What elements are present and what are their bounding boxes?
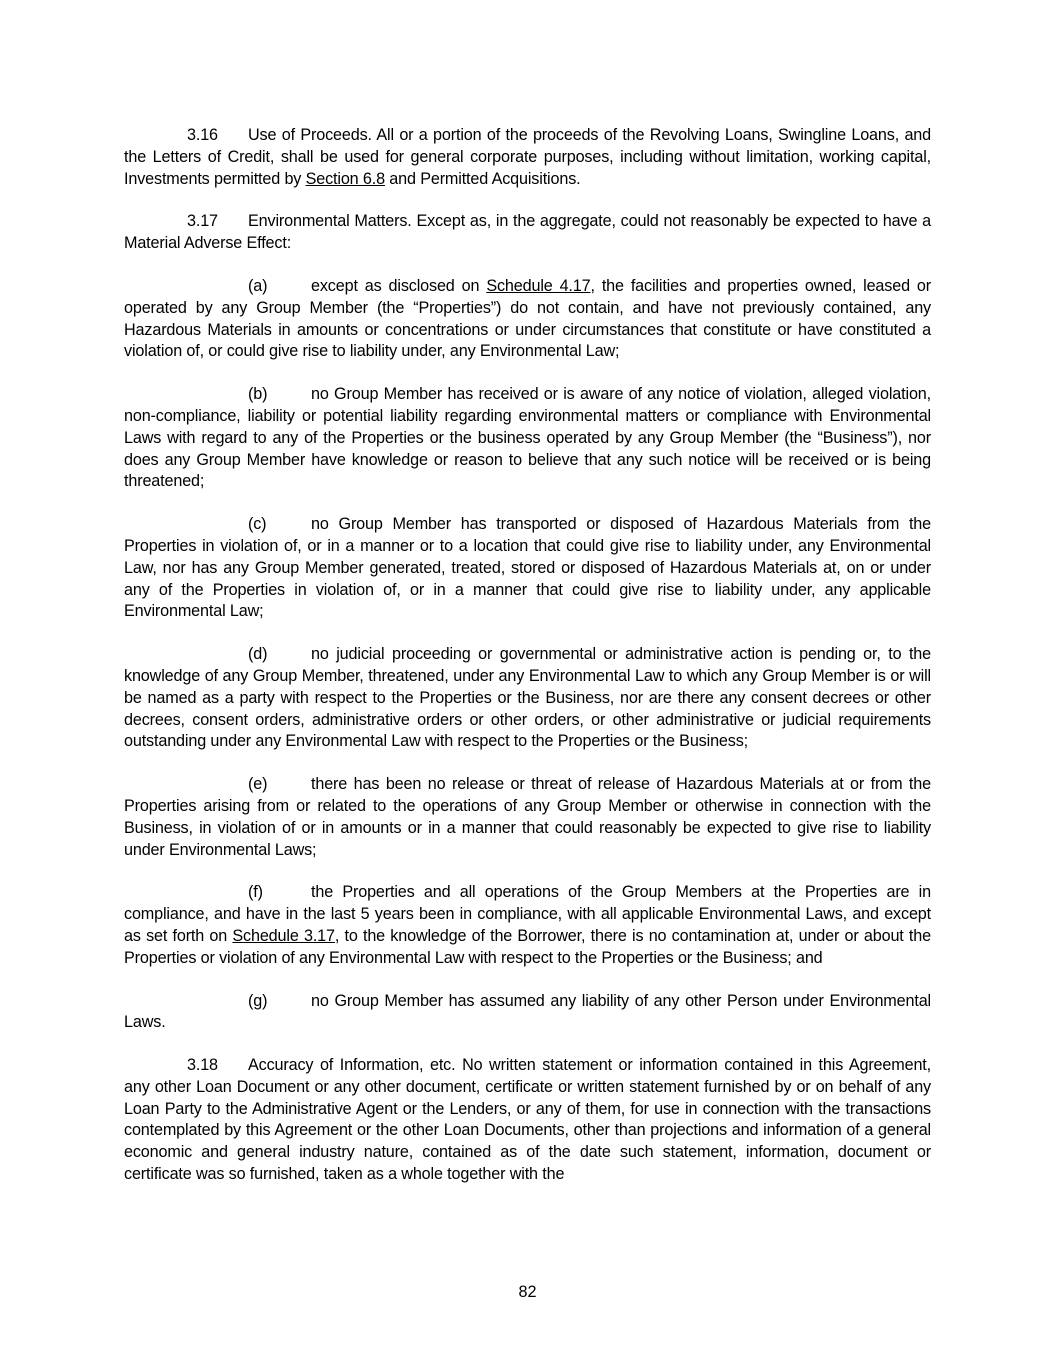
section-title: Environmental Matters. [248,212,412,231]
section-text: No written statement or information contained in this Agreement, any other Loan Document or any other document, certificate or written statement furnished by or on behalf of any Loan Party to the Administrative Agent or the Lenders, or any of them, for use in connection with the transactions contemplated by this Agreement or the other Loan Documents, other than projections and information of a general economic and general industry nature, contained as of the date such statement, information, document or certificate was so furnished, taken as a whole together with the [124,1056,931,1184]
section-text: and Permitted Acquisitions. [384,169,581,188]
clause-c [124,514,931,623]
clause-text: the Properties and all operations of the Group Members at the Properties are in compliance, and have in the last 5 years been in compliance, with all applicable Environmental Laws, and except as set forth on [124,883,931,945]
clause-label: (c) [248,515,267,534]
clause-text: except as disclosed on [311,276,487,295]
clause-g [124,991,931,1035]
clause-label: (f) [248,883,263,902]
section-title: Accuracy of Information, etc. [248,1056,456,1075]
clause-label: (e) [248,775,268,794]
clause-f [124,882,931,969]
clause-a [124,276,931,363]
schedule-4-17-reference: Schedule 4.17 [486,276,591,295]
section-number: 3.18 [187,1056,218,1075]
clause-text: no judicial proceeding or governmental or administrative action is pending or, to the knowledge of any Group Member, threatened, under any Environmental Law to which any Group Member is or will be named as a party with respect to the Properties or the Business, nor are there any consent decrees or other decrees, consent orders, administrative orders or other orders, or other administrative or judicial requirements outstanding under any Environmental Law with respect to the Properties or the Business; [124,645,931,751]
clause-text: no Group Member has assumed any liability of any other Person under Environmental Laws. [124,991,931,1032]
page-number: 82 [518,1283,537,1301]
section-number: 3.16 [187,126,218,144]
section-text: All or a portion of the proceeds of the Revolving Loans, Swingline Loans, and the Letters of Credit, shall be used for general corporate purposes, including without limitation, working capital, Investments permitted by [124,126,932,188]
section-text: Except as, in the aggregate, could not reasonably be expected to have a Material Adverse Effect: [124,212,931,253]
section-3-18 [124,1055,931,1186]
section-3-17 [124,211,931,255]
clause-label: (b) [248,385,268,404]
clause-text: , to the knowledge of the Borrower, there is no contamination at, under or about the Properties or violation of any Environmental Law with respect to the Properties or the Business; and [124,926,931,967]
clause-label: (a) [248,276,268,295]
clause-text: , the facilities and properties owned, leased or operated by any Group Member (the “Properties”) do not contain, and have not previously contained, any Hazardous Materials in amounts or concentrations or under circumstances that constitute or have constituted a violation of, or could give rise to liability under, any Environmental Law; [124,276,931,361]
clause-text: no Group Member has received or is aware of any notice of violation, alleged violation, non-compliance, liability or potential liability regarding environmental matters or compliance with Environmental Laws with regard to any of the Properties or the business operated by any Group Member (the “Business”), nor does any Group Member have knowledge or reason to believe that any such notice will be received or is being threatened; [124,385,931,491]
section-6-8-reference: Section 6.8 [305,169,385,188]
document-page [124,125,931,1186]
clause-label: (d) [248,645,268,664]
section-number: 3.17 [187,212,218,231]
clause-b [124,384,931,493]
section-3-16 [124,125,931,190]
schedule-3-17-reference: Schedule 3.17 [232,926,335,945]
clause-label: (g) [248,991,268,1010]
clause-text: there has been no release or threat of release of Hazardous Materials at or from the Properties arising from or related to the operations of any Group Member or otherwise in connection with the Business, in violation of or in amounts or in a manner that could reasonably be expected to give rise to liability under Environmental Laws; [124,775,931,859]
clause-e [124,774,931,861]
section-title: Use of Proceeds. [248,126,372,144]
clause-d [124,644,931,753]
clause-text: no Group Member has transported or disposed of Hazardous Materials from the Properties in violation of, or in a manner or to a location that could give rise to liability under, any Environmental Law, nor has any Group Member generated, treated, stored or disposed of Hazardous Materials at, on or under any of the Properties in violation of, or in a manner that could give rise to liability under, any applicable Environmental Law; [124,515,931,621]
